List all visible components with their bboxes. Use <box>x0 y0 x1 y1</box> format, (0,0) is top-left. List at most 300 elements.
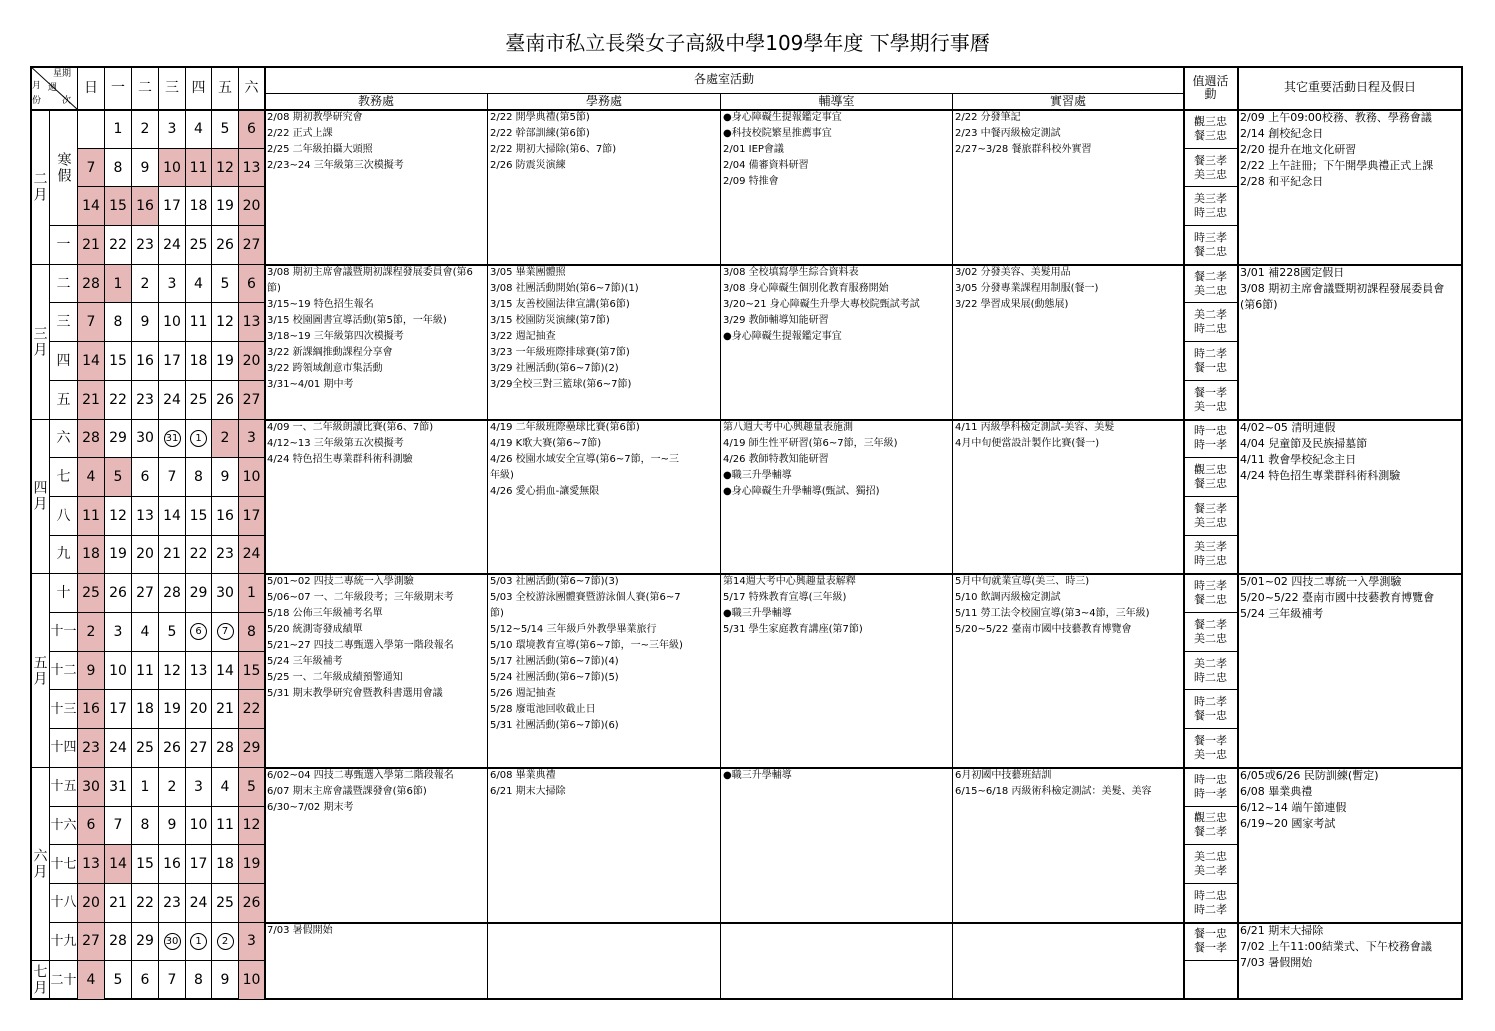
day-cell: 14 <box>78 342 105 381</box>
duty-cell <box>1184 961 1238 1000</box>
activity-cell-counsel <box>721 923 953 1000</box>
activity-line: 6/30~7/02 期末考 <box>267 801 354 813</box>
other-event-line: 6/21 期末大掃除 <box>1240 923 1324 937</box>
duty-cell <box>1184 574 1238 613</box>
day-cell: 7 <box>78 303 105 342</box>
activity-line: 2/26 防震災演練 <box>490 160 566 171</box>
day-cell: 3 <box>239 420 265 459</box>
activity-line: 5/06~07 一、二年級段考；三年級期末考 <box>267 592 454 604</box>
activity-line: 2/22 幹部訓練(第6節) <box>490 128 590 139</box>
block-separator <box>265 419 1463 421</box>
weekday-header: 二 <box>132 66 159 110</box>
day-cell: 24 <box>186 884 212 923</box>
activity-cell-practice <box>953 110 1184 265</box>
duty-class: 時一孝 <box>1194 786 1227 800</box>
day-cell: 3 <box>186 768 212 807</box>
duty-cell <box>1184 923 1238 962</box>
day-cell: 11 <box>78 497 105 536</box>
other-event-line: 6/08 畢業典禮 <box>1240 784 1313 798</box>
day-cell: 10 <box>186 807 212 846</box>
day-cell: 26 <box>159 729 186 768</box>
month-label: 七月 <box>30 961 50 1000</box>
day-cell: 29 <box>105 420 132 459</box>
duty-class: 美一忠 <box>1194 399 1227 413</box>
day-cell: 21 <box>212 690 239 729</box>
duty-cell <box>1184 110 1238 149</box>
activity-line: 4/19 K歌大賽(第6~7節) <box>490 437 602 449</box>
other-event-line: 3/01 補228國定假日 <box>1240 265 1345 279</box>
day-cell: 16 <box>132 187 159 226</box>
day-cell: 23 <box>212 536 239 575</box>
activity-line: 7/03 暑假開始 <box>267 924 333 936</box>
day-cell: 5 <box>212 110 239 149</box>
activity-line: ●職三升學輔導 <box>723 769 792 781</box>
activity-line: 4/12~13 三年級第五次模擬考 <box>267 437 404 449</box>
activity-cell-student <box>488 265 721 420</box>
other-event-line: 2/14 創校紀念日 <box>1240 127 1324 140</box>
activity-line: 5/17 特殊教育宣導(三年級) <box>723 592 847 604</box>
duty-class: 時三忠 <box>1194 554 1227 568</box>
block-separator <box>265 573 1463 575</box>
day-cell: 7 <box>78 149 105 188</box>
activity-line: 4/24 特色招生專業群科術科測驗 <box>267 453 413 465</box>
day-cell: 26 <box>212 226 239 265</box>
activity-line: 5/25 一、二年級成績預警通知 <box>267 672 403 684</box>
day-cell: 16 <box>212 497 239 536</box>
day-cell: 22 <box>105 226 132 265</box>
day-circled: 31 <box>164 430 181 447</box>
activity-line: 5/11 勞工法令校園宣導(第3~4節，三年級) <box>955 608 1150 620</box>
day-cell: 9 <box>78 652 105 691</box>
other-event-line: 7/02 上午11:00結業式、下午校務會議 <box>1240 939 1432 953</box>
activity-cell-practice <box>953 265 1184 420</box>
activity-line: 2/08 期初教學研究會 <box>267 112 363 123</box>
duty-cell <box>1184 845 1238 884</box>
day-cell: 6 <box>132 458 159 497</box>
weekday-header: 六 <box>239 66 265 110</box>
weekday-header: 日 <box>78 66 105 110</box>
duty-class: 觀三忠 <box>1194 463 1227 477</box>
activity-line: 6/08 畢業典禮 <box>490 769 556 781</box>
activity-line: 5/24 三年級補考 <box>267 656 343 668</box>
other-events-cell <box>1238 110 1463 265</box>
activity-line: ●職三升學輔導 <box>723 469 792 481</box>
activity-line: 5/26 週記抽查 <box>490 688 556 700</box>
activity-cell-student <box>488 574 721 767</box>
duty-cell <box>1184 420 1238 459</box>
activity-line: 3/31~4/01 期中考 <box>267 378 354 390</box>
activity-line: 5/20~5/22 臺南市國中技藝教育博覽會 <box>955 624 1132 636</box>
activity-line: 2/23 中餐丙級檢定測試 <box>955 128 1061 139</box>
activity-line: 5/31 社團活動(第6~7節)(6) <box>490 720 619 732</box>
duty-class: 時二忠 <box>1194 670 1227 684</box>
day-cell: 10 <box>159 303 186 342</box>
day-cell: 25 <box>212 884 239 923</box>
day-cell <box>186 923 212 962</box>
day-cell: 19 <box>159 690 186 729</box>
corner-week-label: 週 <box>48 83 58 93</box>
day-cell: 28 <box>78 265 105 304</box>
day-cell: 10 <box>239 458 265 497</box>
day-cell: 20 <box>239 187 265 226</box>
day-cell: 8 <box>239 613 265 652</box>
activity-line: 3/15 友善校園法律宣講(第6節) <box>490 298 630 310</box>
day-cell: 17 <box>186 845 212 884</box>
day-cell: 17 <box>239 497 265 536</box>
duty-cell <box>1184 768 1238 807</box>
activity-line: 節) <box>490 608 504 620</box>
day-cell: 21 <box>78 226 105 265</box>
day-cell: 12 <box>212 149 239 188</box>
day-cell: 15 <box>132 845 159 884</box>
day-cell: 26 <box>105 574 132 613</box>
activity-line: 2/22 期初大掃除(第6、7節) <box>490 144 617 155</box>
activity-line: 3/05 畢業團體照 <box>490 266 566 278</box>
activity-cell-student <box>488 768 721 923</box>
corner-month-label: 月 <box>32 81 42 91</box>
day-cell: 16 <box>78 690 105 729</box>
day-cell: 5 <box>159 613 186 652</box>
day-cell: 9 <box>159 807 186 846</box>
activity-line: 5/20 統測寄發成績單 <box>267 624 363 636</box>
day-cell: 12 <box>212 303 239 342</box>
duty-cell <box>1184 149 1238 188</box>
header-corner <box>30 66 78 110</box>
activity-line: 3/08 身心障礙生個別化教育服務開始 <box>723 282 889 294</box>
week-number: 二十 <box>50 961 78 1000</box>
day-cell: 22 <box>132 884 159 923</box>
activity-line: 3/08 全校填寫學生綜合資料表 <box>723 266 859 278</box>
activity-line: 第14週大考中心興趣量表解釋 <box>723 576 856 588</box>
day-cell: 20 <box>186 690 212 729</box>
activity-line: ●職三升學輔導 <box>723 608 792 620</box>
week-number: 六 <box>50 420 78 459</box>
activity-cell-student <box>488 110 721 265</box>
duty-class: 餐二孝 <box>1194 269 1227 283</box>
day-cell: 24 <box>105 729 132 768</box>
activity-line: 4/09 一、二年級朗讀比賽(第6、7節) <box>267 421 434 433</box>
duty-class: 美二孝 <box>1194 656 1227 670</box>
day-cell <box>186 420 212 459</box>
duty-class: 餐二孝 <box>1194 825 1227 839</box>
duty-class: 時二孝 <box>1194 347 1227 361</box>
day-cell: 13 <box>239 149 265 188</box>
day-cell: 3 <box>239 923 265 962</box>
week-number: 十五 <box>50 768 78 807</box>
week-number: 二 <box>50 265 78 304</box>
activity-line: 4/26 教師特教知能研習 <box>723 453 829 465</box>
duty-class: 餐三孝 <box>1194 501 1227 515</box>
duty-class: 美一忠 <box>1194 747 1227 761</box>
activity-line: 3/29全校三對三籃球(第6~7節) <box>490 378 632 390</box>
activity-line: 3/15 校園圖書宣導活動(第5節，一年級) <box>267 314 447 326</box>
activity-line: 5/17 社團活動(第6~7節)(4) <box>490 656 619 668</box>
day-cell: 12 <box>105 497 132 536</box>
duty-class: 餐三忠 <box>1194 477 1227 491</box>
day-cell: 4 <box>78 458 105 497</box>
day-cell: 23 <box>132 226 159 265</box>
activity-line: 3/22 新課綱推動課程分享會 <box>267 346 393 358</box>
activity-line: 5/10 飲調丙級檢定測試 <box>955 592 1061 604</box>
day-cell: 10 <box>105 652 132 691</box>
activity-line: 5月中旬就業宣導(美三、時三) <box>955 576 1090 588</box>
day-cell: 3 <box>105 613 132 652</box>
week-number: 五 <box>50 381 78 420</box>
activity-cell-academic <box>265 265 488 420</box>
day-cell: 25 <box>186 226 212 265</box>
day-cell: 16 <box>159 845 186 884</box>
activity-line: 2/27~3/28 餐旅群科校外實習 <box>955 144 1092 155</box>
day-cell: 11 <box>212 807 239 846</box>
duty-class: 美三忠 <box>1194 515 1227 529</box>
duty-class: 餐二忠 <box>1194 244 1227 258</box>
other-event-line: 7/03 暑假開始 <box>1240 955 1313 969</box>
other-event-line: 3/08 期初主席會議暨期初課程發展委員會 <box>1240 281 1445 295</box>
day-cell: 30 <box>212 574 239 613</box>
other-event-line: 2/22 上午註冊；下午開學典禮正式上課 <box>1240 159 1434 172</box>
other-event-line: 5/24 三年級補考 <box>1240 607 1324 621</box>
other-event-line: (第6節) <box>1240 297 1278 311</box>
frame-line <box>30 109 1463 111</box>
day-cell: 5 <box>105 458 132 497</box>
duty-class: 美三忠 <box>1194 167 1227 181</box>
week-number: 十 <box>50 574 78 613</box>
day-cell: 27 <box>239 381 265 420</box>
day-cell: 25 <box>132 729 159 768</box>
other-events-cell <box>1238 923 1463 1000</box>
day-cell <box>159 420 186 459</box>
day-cell: 18 <box>186 342 212 381</box>
other-event-line: 6/05或6/26 民防訓練(暫定) <box>1240 768 1379 782</box>
duty-class: 餐一忠 <box>1194 927 1227 941</box>
day-cell: 29 <box>186 574 212 613</box>
day-cell <box>212 613 239 652</box>
day-cell: 9 <box>212 458 239 497</box>
day-cell: 18 <box>78 536 105 575</box>
activity-line: 2/22 分發筆記 <box>955 112 1021 123</box>
day-cell: 6 <box>132 961 159 1000</box>
activity-line: 3/15~19 特色招生報名 <box>267 298 374 310</box>
duty-cell <box>1184 690 1238 729</box>
day-cell: 3 <box>159 110 186 149</box>
activity-line: ●身心障礙生提報鑑定事宜 <box>723 112 842 123</box>
office-header: 實習處 <box>953 94 1184 110</box>
activity-line: 5/01~02 四技二專統一入學測驗 <box>267 576 414 588</box>
day-cell: 4 <box>132 613 159 652</box>
week-number: 四 <box>50 342 78 381</box>
day-circled: 2 <box>217 933 234 950</box>
activity-line: 2/04 備審資料研習 <box>723 160 809 171</box>
duty-cell <box>1184 884 1238 923</box>
day-circled: 1 <box>190 430 207 447</box>
activity-cell-academic <box>265 110 488 265</box>
other-events-cell <box>1238 265 1463 420</box>
offices-group-header: 各處室活動 <box>265 66 1184 94</box>
corner-weekday-label: 星期 <box>52 69 71 79</box>
duty-cell <box>1184 381 1238 420</box>
office-header: 輔導室 <box>721 94 953 110</box>
day-cell: 15 <box>105 342 132 381</box>
day-cell: 19 <box>212 187 239 226</box>
day-cell: 19 <box>105 536 132 575</box>
other-event-line: 6/19~20 國家考試 <box>1240 816 1336 830</box>
duty-class: 時一忠 <box>1194 424 1227 438</box>
day-cell: 11 <box>186 303 212 342</box>
activity-cell-counsel <box>721 265 953 420</box>
activity-line: 2/22 開學典禮(第5節) <box>490 112 590 123</box>
day-cell: 2 <box>132 265 159 304</box>
day-cell <box>186 613 212 652</box>
duty-cell <box>1184 458 1238 497</box>
day-cell: 16 <box>132 342 159 381</box>
other-event-line: 5/01~02 四技二專統一入學測驗 <box>1240 575 1402 589</box>
duty-class: 餐三忠 <box>1194 128 1227 142</box>
day-cell: 8 <box>186 961 212 1000</box>
activity-cell-practice <box>953 768 1184 923</box>
office-header: 學務處 <box>488 94 721 110</box>
day-cell: 26 <box>212 381 239 420</box>
day-cell: 17 <box>159 187 186 226</box>
duty-cell <box>1184 226 1238 265</box>
activity-line: 3/29 社團活動(第6~7節)(2) <box>490 362 619 374</box>
block-separator <box>265 264 1463 266</box>
duty-class: 時三孝 <box>1194 579 1227 593</box>
day-cell: 12 <box>239 807 265 846</box>
day-cell: 2 <box>212 420 239 459</box>
activity-line: 3/20~21 身心障礙生升學大專校院甄試考試 <box>723 298 920 310</box>
day-cell: 12 <box>159 652 186 691</box>
week-number: 三 <box>50 303 78 342</box>
duty-header: 值週活動 <box>1184 66 1238 110</box>
activity-cell-academic <box>265 768 488 923</box>
duty-cell <box>1184 303 1238 342</box>
day-cell: 26 <box>239 884 265 923</box>
activity-line: 5/10 環境教育宣導(第6~7節，一~三年級) <box>490 640 683 652</box>
activity-line: 5/24 社團活動(第6~7節)(5) <box>490 672 619 684</box>
block-separator <box>265 767 1463 769</box>
day-cell: 29 <box>239 729 265 768</box>
duty-class: 餐一孝 <box>1194 385 1227 399</box>
day-cell <box>159 923 186 962</box>
activity-line: 3/08 社團活動開始(第6~7節)(1) <box>490 282 639 294</box>
weekday-header: 一 <box>105 66 132 110</box>
corner-order-label: 次 <box>62 96 72 106</box>
duty-class: 時三忠 <box>1194 206 1227 220</box>
duty-class: 美二忠 <box>1194 631 1227 645</box>
duty-class: 時一孝 <box>1194 438 1227 452</box>
other-event-line: 5/20~5/22 臺南市國中技藝教育博覽會 <box>1240 591 1435 605</box>
activity-line: 2/23~24 三年級第三次模擬考 <box>267 160 404 171</box>
day-cell: 25 <box>78 574 105 613</box>
day-cell: 21 <box>159 536 186 575</box>
duty-class: 餐一忠 <box>1194 361 1227 375</box>
duty-class: 觀三忠 <box>1194 114 1227 128</box>
duty-class: 美二忠 <box>1194 283 1227 297</box>
duty-class: 餐一忠 <box>1194 709 1227 723</box>
activity-cell-counsel <box>721 420 953 575</box>
activity-line: 節) <box>267 282 281 294</box>
activity-cell-student <box>488 923 721 1000</box>
activity-cell-practice <box>953 574 1184 767</box>
day-cell: 8 <box>186 458 212 497</box>
activity-line: 第八週大考中心興趣量表施測 <box>723 421 853 433</box>
day-cell: 8 <box>105 303 132 342</box>
activity-line: 3/22 跨領域創意市集活動 <box>267 362 383 374</box>
day-cell: 10 <box>159 149 186 188</box>
weekday-header: 四 <box>186 66 212 110</box>
activity-line: ●身心障礙生提報鑑定事宜 <box>723 330 842 342</box>
activity-line: 4/26 愛心捐血-讓愛無限 <box>490 485 600 497</box>
other-event-line: 2/09 上午09:00校務、教務、學務會議 <box>1240 111 1432 124</box>
month-label: 六月 <box>30 768 50 961</box>
activity-line: 5/21~27 四技二專甄選入學第一階段報名 <box>267 640 454 652</box>
corner-month-label2: 份 <box>32 96 42 106</box>
day-cell: 27 <box>78 923 105 962</box>
activity-line: 3/15 校園防災演練(第7節) <box>490 314 610 326</box>
activity-line: 6/02~04 四技二專甄選入學第二階段報名 <box>267 769 454 781</box>
activity-line: 2/22 正式上課 <box>267 128 333 139</box>
day-cell: 30 <box>78 768 105 807</box>
duty-cell <box>1184 729 1238 768</box>
duty-cell <box>1184 536 1238 575</box>
other-events-cell <box>1238 574 1463 767</box>
activity-line: 3/23 一年級班際排球賽(第7節) <box>490 346 630 358</box>
day-cell: 4 <box>186 265 212 304</box>
day-cell: 29 <box>132 923 159 962</box>
activity-line: ●身心障礙生升學輔導(甄試、獨招) <box>723 485 880 497</box>
duty-class: 美二忠 <box>1194 850 1227 864</box>
day-cell: 23 <box>159 884 186 923</box>
day-cell: 17 <box>105 690 132 729</box>
week-number: 十八 <box>50 884 78 923</box>
block-separator <box>265 922 1463 924</box>
week-number: 一 <box>50 226 78 265</box>
day-cell: 14 <box>105 845 132 884</box>
day-cell: 8 <box>105 149 132 188</box>
duty-class: 餐一孝 <box>1194 941 1227 955</box>
day-cell: 1 <box>105 110 132 149</box>
day-cell: 18 <box>132 690 159 729</box>
day-circled: 7 <box>217 623 234 640</box>
activity-cell-counsel <box>721 574 953 767</box>
day-cell: 5 <box>239 768 265 807</box>
duty-cell <box>1184 807 1238 846</box>
day-cell: 22 <box>105 381 132 420</box>
duty-class: 美二孝 <box>1194 864 1227 878</box>
activity-line: 6/21 期末大掃除 <box>490 785 566 797</box>
week-number: 十七 <box>50 845 78 884</box>
day-cell: 28 <box>105 923 132 962</box>
duty-cell <box>1184 497 1238 536</box>
duty-cell <box>1184 342 1238 381</box>
day-cell: 18 <box>186 187 212 226</box>
activity-line: 3/02 分發美容、美髮用品 <box>955 266 1071 278</box>
day-cell: 7 <box>105 807 132 846</box>
day-cell: 10 <box>239 961 265 1000</box>
frame-line <box>264 66 266 1000</box>
other-event-line: 4/04 兒童節及民族掃墓節 <box>1240 436 1368 450</box>
other-event-line: 4/24 特色招生專業群科術科測驗 <box>1240 468 1401 482</box>
day-cell: 24 <box>239 536 265 575</box>
activity-line: 3/29 教師輔導知能研習 <box>723 314 829 326</box>
day-cell: 18 <box>212 845 239 884</box>
day-cell: 13 <box>186 652 212 691</box>
day-cell: 23 <box>132 381 159 420</box>
day-cell: 30 <box>132 420 159 459</box>
duty-class: 美三孝 <box>1194 192 1227 206</box>
day-cell: 1 <box>132 768 159 807</box>
day-cell: 24 <box>159 381 186 420</box>
